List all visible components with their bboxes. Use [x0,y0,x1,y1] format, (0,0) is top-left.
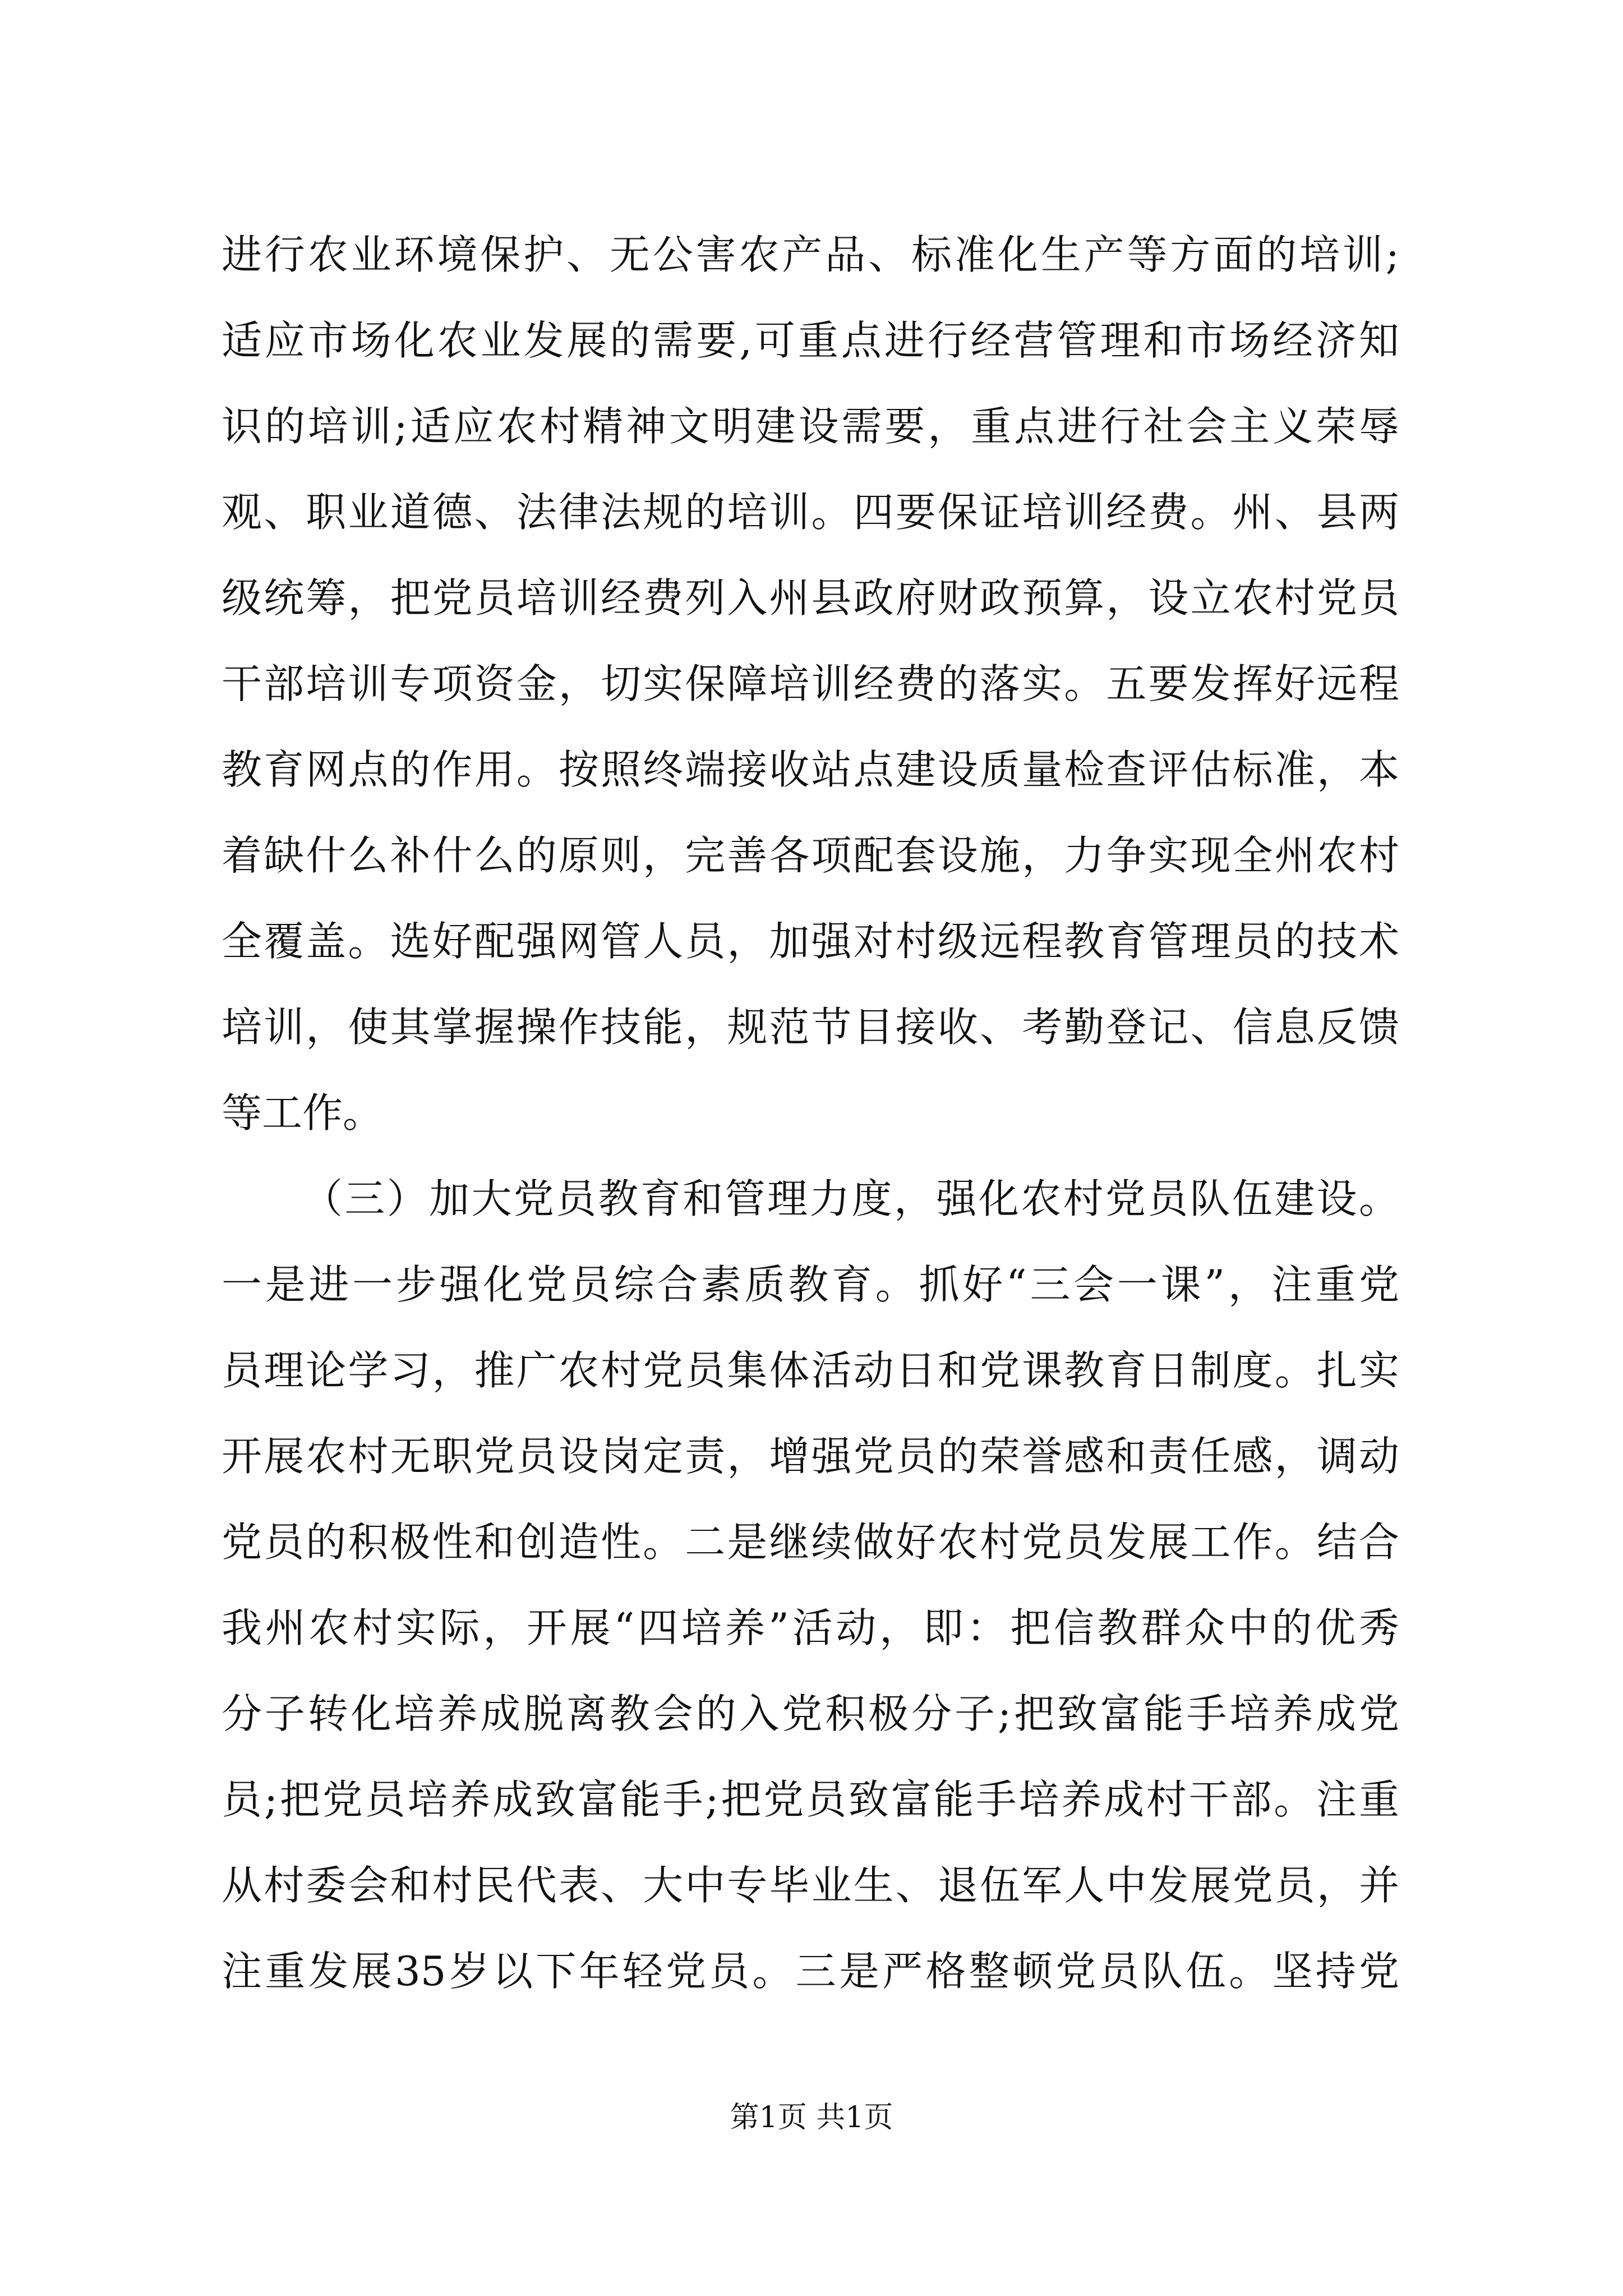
text-line: 我州农村实际，开展“四培养”活动，即：把信教群众中的优秀 [222,1604,1399,1651]
text-line: 着缺什么补什么的原则，完善各项配套设施，力争实现全州农村 [222,832,1399,879]
text-line: 一是进一步强化党员综合素质教育。抓好“三会一课”，注重党 [222,1261,1399,1308]
text-line: 注重发展35岁以下年轻党员。三是严格整顿党员队伍。坚持党 [222,1948,1399,1995]
text-line: 观、职业道德、法律法规的培训。四要保证培训经费。州、县两 [222,489,1399,536]
section-heading-line: （三）加大党员教育和管理力度，强化农村党员队伍建设。 [302,1175,1399,1222]
text-line: 教育网点的作用。按照终端接收站点建设质量检查评估标准，本 [222,746,1399,793]
text-line: 全覆盖。选好配强网管人员，加强对村级远程教育管理员的技术 [222,918,1399,965]
text-line: 培训，使其掌握操作技能，规范节目接收、考勤登记、信息反馈 [222,1004,1399,1051]
text-line: 等工作。 [222,1089,384,1137]
document-body [222,212,1399,2014]
page-footer [0,2098,1623,2137]
text-line: 进行农业环境保护、无公害农产品、标准化生产等方面的培训; [222,231,1399,278]
text-line: 开展农村无职党员设岗定责，增强党员的荣誉感和责任感，调动 [222,1433,1399,1480]
text-line: 员;把党员培养成致富能手;把党员致富能手培养成村干部。注重 [222,1776,1399,1823]
text-line: 干部培训专项资金，切实保障培训经费的落实。五要发挥好远程 [222,660,1399,707]
text-line: 分子转化培养成脱离教会的入党积极分子;把致富能手培养成党 [222,1690,1399,1737]
text-line: 级统筹，把党员培训经费列入州县政府财政预算，设立农村党员 [222,574,1399,622]
page-number-label: 第1页 共1页 [730,2101,893,2134]
text-line: 从村委会和村民代表、大中专毕业生、退伍军人中发展党员，并 [222,1862,1399,1909]
text-line: 党员的积极性和创造性。二是继续做好农村党员发展工作。结合 [222,1519,1399,1566]
text-line: 员理论学习，推广农村党员集体活动日和党课教育日制度。扎实 [222,1347,1399,1394]
text-line: 适应市场化农业发展的需要,可重点进行经营管理和市场经济知 [222,317,1399,364]
text-line: 识的培训;适应农村精神文明建设需要，重点进行社会主义荣辱 [222,403,1399,450]
